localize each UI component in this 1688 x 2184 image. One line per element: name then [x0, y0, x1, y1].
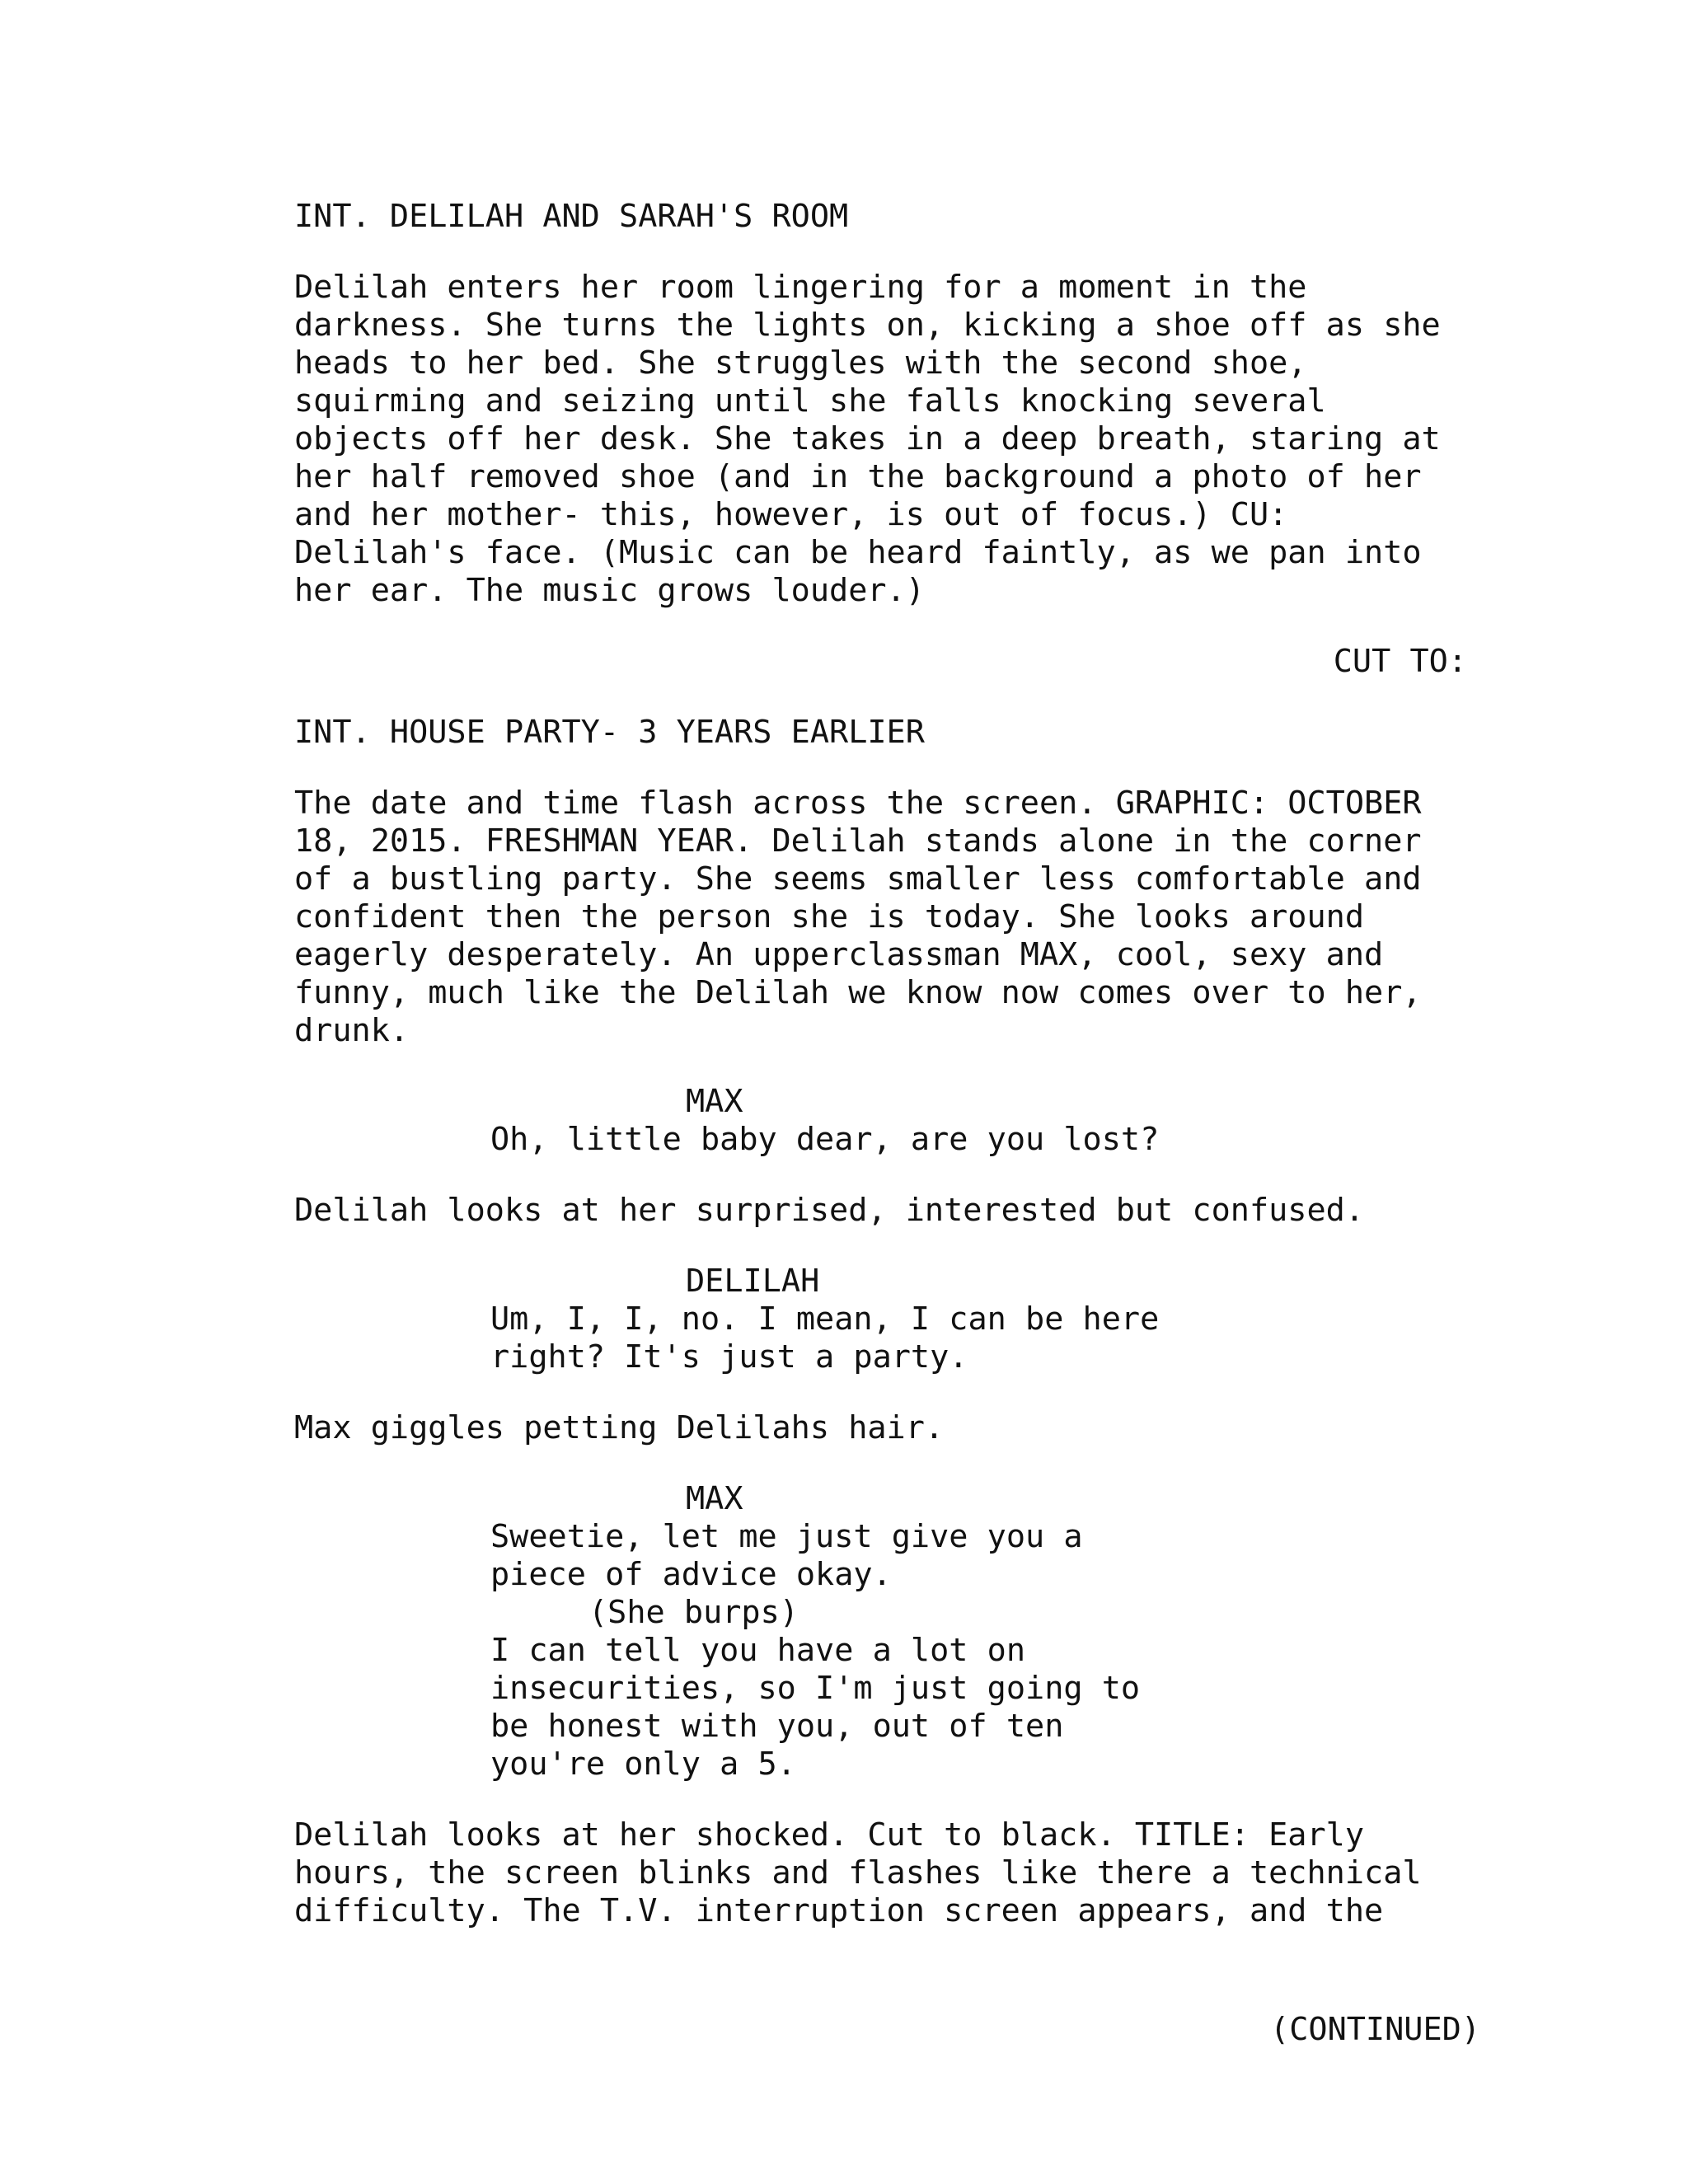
dialogue-line: insecurities, so I'm just going to	[490, 1670, 1141, 1707]
action-line: and her mother- this, however, is out of focus.) CU:	[294, 496, 1288, 533]
action-line: Max giggles petting Delilahs hair.	[294, 1409, 945, 1446]
dialogue-line: right? It's just a party.	[490, 1338, 968, 1376]
dialogue-line: I can tell you have a lot on	[490, 1632, 1026, 1669]
action-line: difficulty. The T.V. interruption screen appears, and the	[294, 1892, 1384, 1929]
dialogue-line: Oh, little baby dear, are you lost?	[490, 1121, 1160, 1158]
action-line: The date and time flash across the screen. GRAPHIC: OCTOBER	[294, 785, 1422, 822]
action-line: heads to her bed. She struggles with the second shoe,	[294, 344, 1307, 382]
action-line: darkness. She turns the lights on, kicking a shoe off as she	[294, 307, 1441, 344]
action-line: her ear. The music grows louder.)	[294, 572, 925, 609]
character-name: DELILAH	[686, 1263, 820, 1300]
transition: CUT TO:	[1333, 643, 1467, 680]
action-line: confident then the person she is today. She looks around	[294, 898, 1365, 935]
action-line: funny, much like the Delilah we know now comes over to her,	[294, 974, 1422, 1011]
action-line: objects off her desk. She takes in a deep breath, staring at	[294, 420, 1441, 457]
action-line: of a bustling party. She seems smaller less comfortable and	[294, 860, 1422, 898]
action-line: Delilah looks at her shocked. Cut to black. TITLE: Early	[294, 1816, 1365, 1854]
character-name: MAX	[686, 1083, 743, 1120]
action-line: hours, the screen blinks and flashes like there a technical	[294, 1854, 1422, 1891]
continued-marker: (CONTINUED)	[1270, 2011, 1480, 2048]
action-line: eagerly desperately. An upperclassman MAX, cool, sexy and	[294, 936, 1384, 973]
dialogue-line: be honest with you, out of ten	[490, 1708, 1064, 1745]
action-line: drunk.	[294, 1012, 410, 1049]
dialogue-line: piece of advice okay.	[490, 1556, 892, 1593]
action-line: 18, 2015. FRESHMAN YEAR. Delilah stands alone in the corner	[294, 823, 1422, 860]
action-line: Delilah looks at her surprised, interested but confused.	[294, 1192, 1365, 1229]
scene-heading: INT. DELILAH AND SARAH'S ROOM	[294, 198, 849, 235]
parenthetical: (She burps)	[588, 1594, 799, 1631]
action-line: her half removed shoe (and in the background a photo of her	[294, 458, 1422, 495]
dialogue-line: you're only a 5.	[490, 1746, 796, 1783]
action-line: Delilah's face. (Music can be heard faintly, as we pan into	[294, 534, 1422, 571]
action-line: squirming and seizing until she falls knocking several	[294, 382, 1326, 419]
dialogue-line: Sweetie, let me just give you a	[490, 1518, 1083, 1555]
character-name: MAX	[686, 1480, 743, 1517]
action-line: Delilah enters her room lingering for a moment in the	[294, 269, 1307, 306]
scene-heading: INT. HOUSE PARTY- 3 YEARS EARLIER	[294, 714, 925, 751]
dialogue-line: Um, I, I, no. I mean, I can be here	[490, 1301, 1160, 1338]
